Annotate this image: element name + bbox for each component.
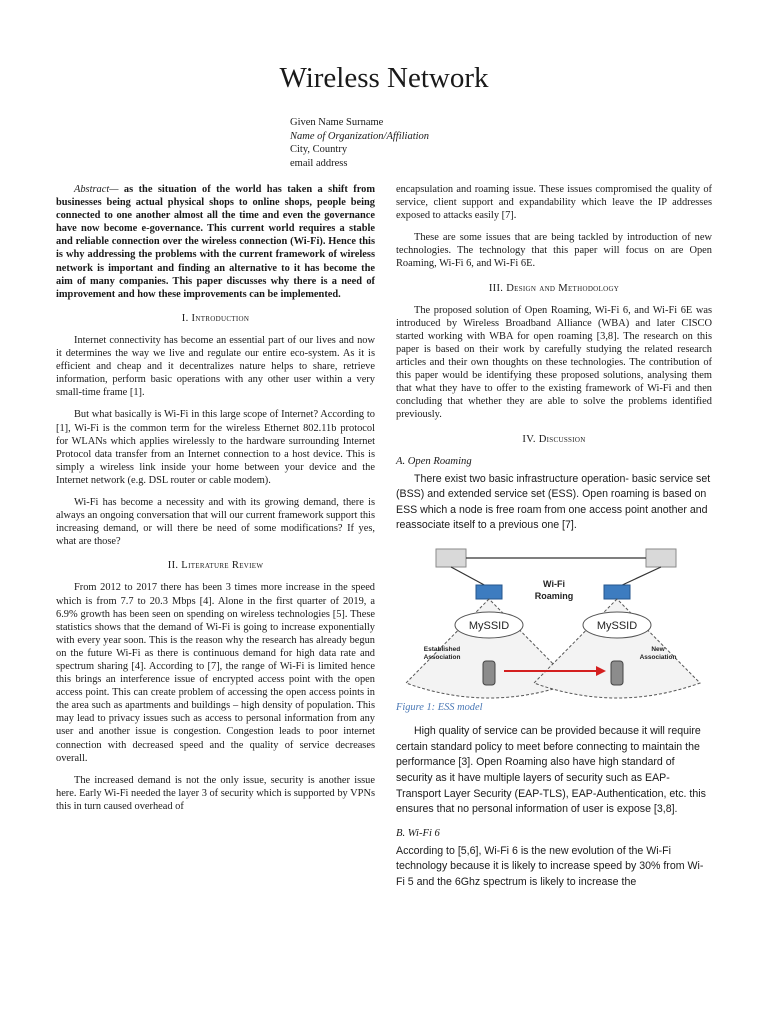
ssid-label-left: MySSID <box>468 620 510 633</box>
author-block <box>290 116 429 170</box>
uplink-left <box>451 567 488 587</box>
author-organization: Name of Organization/Affiliation <box>290 130 430 142</box>
discussion-paragraph: According to [5,6], Wi-Fi 6 is the new evolution of the Wi-Fi technology because it is likely to increase speed by 30% from Wi-Fi 5 and the 6Ghz spectrum is likely to increase the <box>396 844 704 888</box>
established-label-1: Established <box>423 646 461 654</box>
intro-paragraph: Internet connectivity has become an essential part of our lives and now it determines the way we live and regulate our entire eco-system. As it is efficient and cheap and it decentralizes nature helps to share, retrieve information, perform basic operations with any other user within a very small-time frame [1]. <box>56 334 375 399</box>
subsection-heading-open-roaming: A. Open Roaming <box>396 455 472 467</box>
router-right-icon <box>646 549 676 567</box>
intro-paragraph: Wi-Fi has become a necessity and with its growing demand, there is always an ongoing conversation that will our current framework support this increasing demand, or will there be need of some modifications? If yes, what are those? <box>56 496 375 548</box>
right-column <box>396 183 712 900</box>
author-name: Given Name Surname <box>290 117 384 128</box>
access-point-right-icon <box>604 585 630 599</box>
intro-paragraph: But what basically is Wi-Fi in this large scope of Internet? According to [1], Wi-Fi is the common term for the wireless Ethernet 802.11b protocol for WLANs which applies wirelessly to the hardware surrounding Internet Protocol data transfer from an Internet connection to a host device. This is simply a wireless link inside your home between your device and the Internet network (e.g. DSL router or cable modem). <box>56 409 375 486</box>
established-label-2: Association <box>423 654 461 662</box>
abstract <box>56 183 375 301</box>
lit-paragraph: These are some issues that are being tackled by introduction of new technologies. The technology that this paper will focus on are Open Roaming, Wi-Fi 6, and Wi-Fi 6E. <box>396 232 712 270</box>
router-left-icon <box>436 549 466 567</box>
ess-model-figure <box>396 543 712 699</box>
discussion-paragraph: High quality of service can be provided because it will require certain standard policy to meet before connecting to maintain the performance [3]. Open Roaming also have high standard of security as it have multiple layers of security such as EAP-Transport Layer Security (EAP-TLS), EAP-Authentication, etc. this ensures that no personal information of user is expose [3,8]. <box>396 725 706 816</box>
section-heading-design-methodology: III. Design and Methodology <box>488 282 620 294</box>
left-column <box>56 183 375 822</box>
lit-paragraph-continued: encapsulation and roaming issue. These issues compromised the quality of service, client support and expandability which leave the IP addresses exposed to attacks easily [7]. <box>396 184 712 222</box>
author-email: email address <box>290 157 348 169</box>
figure-caption: Figure 1: ESS model <box>396 702 483 714</box>
lit-paragraph: The increased demand is not the only issue, security is another issue here. Early Wi-Fi needed the layer 3 of security which is supported by VPNs this in turn caused overhead of <box>56 774 375 812</box>
phone-right-icon <box>611 661 623 685</box>
section-heading-introduction: I. Introduction <box>181 312 250 324</box>
lit-paragraph: From 2012 to 2017 there has been 3 times more increase in the speed which is from 7.7 to 20.3 Mbps [4]. Alone in the first quarter of 2019, a 6.9% growth has been seen on spending on wireless technologies [5]. These statistics shows that the demand of Wi-Fi is going to increase exponentially with every year soon. This is the reason why the research has already begun on the future Wi-Fi as there is continuous demand for high data rate and spectrum sharing [4]. According to [7], the range of Wi-Fi is limited hence this brings an interference issue of encrypted access point with the open access point. This can create problem of accessing the open access points in the area such as apartments and buildings – high density of population. This may lead to privacy issues such as access to personal information from any user and another issue is congestion. Congestion leads to poor internet connection with decreased speed and the quality of service decreases overall. <box>56 582 375 764</box>
ess-model-diagram <box>396 543 712 699</box>
design-paragraph: The proposed solution of Open Roaming, Wi-Fi 6, and Wi-Fi 6E was introduced by Wireless Broadband Alliance (WBA) and later CISCO started working with WBA for open roaming [3,8]. The research on this paper is based on their work by carefully studying the related research articles and their own thoughts on these technologies. The contribution of this paper would be identifying these proposed solutions, analysing them that what they have to offer to the existing framework of Wi-Fi and then concluding that whether they are able to solve the problems identified previously. <box>396 304 712 421</box>
phone-left-icon <box>483 661 495 685</box>
section-heading-discussion: IV. Discussion <box>522 433 586 445</box>
ssid-label-right: MySSID <box>596 620 638 633</box>
discussion-paragraph: There exist two basic infrastructure operation- basic service set (BSS) and extended service set (ESS). Open roaming is based on ESS which a node is free roam from one access point another and reassociate itself to a previous one [7]. <box>396 472 711 532</box>
new-label-1: New <box>651 646 665 654</box>
access-point-left-icon <box>476 585 502 599</box>
roaming-label: Roaming <box>534 591 574 602</box>
abstract-lead: Abstract— <box>74 184 119 195</box>
author-location: City, Country <box>290 144 348 155</box>
paper-title: Wireless Network <box>279 62 489 94</box>
abstract-text: as the situation of the world has taken a shift from businesses being actual physical shops to online shops, people being connected to one another almost all the time and even the governance have now become e-governance. This current world requires a stable and reliable connection over the wireless connection (Wi-Fi). Hence this is why addressing the problems with the current framework of wireless network is important and finding an alternative to it has become the aim of many companies. This paper discusses why there is a need of improvement and how these improvements can be implemented. <box>56 184 375 300</box>
new-label-2: Association <box>639 654 677 662</box>
subsection-heading-wifi-6: B. Wi-Fi 6 <box>396 827 440 839</box>
wifi-label: Wi-Fi <box>543 579 565 590</box>
section-heading-literature-review: II. Literature Review <box>167 560 264 572</box>
uplink-right <box>618 567 661 587</box>
